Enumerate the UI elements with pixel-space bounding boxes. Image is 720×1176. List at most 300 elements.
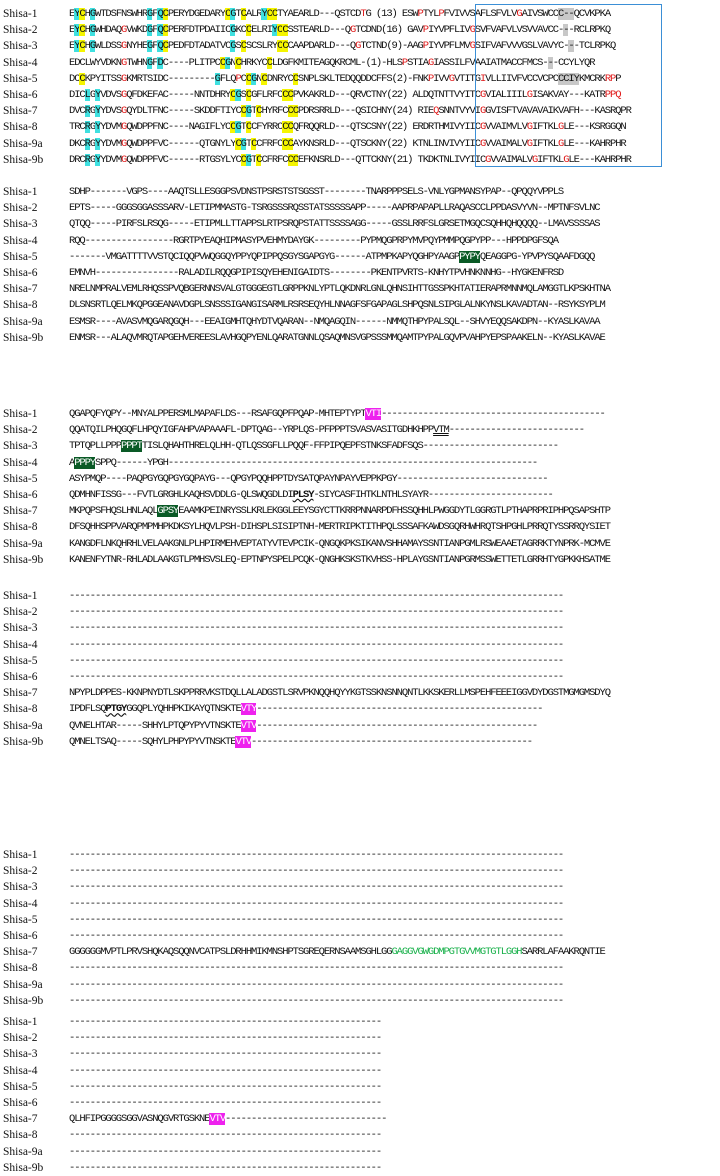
residues: ASYPMQP----PAQPGYGQPGYGQPAYG---QPGYPQQHPPTDYSATQPAYNPAYVEPPKPGY----------------------------- — [69, 472, 548, 485]
highlighted-residues: C — [261, 72, 267, 85]
residues: ------------------------------------------------------------ — [69, 1032, 382, 1045]
sequence-label: Shisa-9b — [3, 331, 44, 344]
sequence-label: Shisa-2 — [3, 1032, 38, 1045]
residues: SDHP-------VGPS----AAQTSLLESGGPSVDNSTPSRSTSTSGSST--------TNARPPPSELS-VNLYGPMANSYPAP--QPQQYVPPLS — [69, 186, 564, 198]
highlighted-residues: D — [157, 56, 163, 69]
sequence-residues — [69, 879, 563, 895]
sequence-label: Shisa-6 — [3, 267, 38, 279]
sequence-residues — [69, 620, 563, 636]
residues: ----------------------------------------------------------------------------------------------- — [69, 606, 564, 619]
residues: PEDFDTADATVC — [167, 40, 231, 53]
residues: QTQQ-----PIRFSLRSQG-----ETIPMLLTTAPPSLRTPSRQPSTATTSSSSAGG-----GSSLRRFSLGRSETMGQCSQHHQHQQQQ--LMAVSSSSAS — [69, 218, 600, 231]
residues: YDVM — [100, 121, 122, 134]
residues: -RCLRPKQ — [568, 24, 611, 37]
residues: G (13) ESW — [365, 8, 418, 20]
residues: QGAPQFYQPY--MNYALPPERSMLMAPAFLDS---RSAFGQPFPQAP-MHTEPTYPT — [69, 408, 366, 420]
residues: YDVM — [100, 153, 122, 166]
residues: R — [256, 8, 262, 20]
sequence-residues — [69, 200, 600, 216]
residues: F — [152, 40, 158, 53]
highlighted-residues: G — [485, 153, 491, 166]
highlighted-residues: C — [240, 105, 246, 118]
residues: -SIYCASFIHTKLNTHLSYAYR------------------------ — [313, 489, 553, 501]
residues: SARRLAFAAKRQNTIE — [521, 946, 605, 959]
sequence-label: Shisa-3 — [3, 622, 38, 635]
residues: GGQPLYQHHPKIKAYQTNSKTE — [126, 703, 241, 716]
highlighted-residues: C — [287, 153, 293, 166]
sequence-residues — [69, 718, 537, 734]
sequence-label: Shisa-1 — [3, 408, 38, 420]
highlighted-residues: C — [235, 56, 241, 69]
sequence-label: Shisa-5 — [3, 913, 38, 926]
sequence-label: Shisa-6 — [3, 489, 38, 501]
residues: ELRI — [251, 24, 272, 37]
residues: KPYITSS — [84, 72, 122, 85]
highlighted-residues: P — [401, 56, 408, 69]
residues: QDMHNFISSG---FVTLGRGHLKAQHSVDDLG-QLSWQGDLDI — [69, 489, 293, 501]
residues: ------------------------------------------------------------ — [69, 1064, 382, 1077]
highlighted-residues: C — [245, 121, 252, 134]
highlighted-residues: C — [287, 105, 293, 118]
residues: QWDPPFNC----NAGIFLYC — [126, 121, 231, 134]
sequence-residues — [69, 847, 563, 863]
highlighted-residues: VTV — [209, 1113, 226, 1126]
residues: IYVPFLIV — [427, 24, 470, 37]
highlighted-residues: Y — [95, 153, 101, 166]
residues: E — [69, 8, 75, 20]
transmembrane-region-box — [475, 4, 662, 167]
residues: FVIVVSAFLSFVLV — [443, 8, 517, 20]
highlighted-residues: PPPY — [74, 456, 96, 469]
highlighted-residues: C — [282, 40, 288, 53]
sequence-label: Shisa-6 — [3, 1097, 38, 1109]
residues: CAAPDARLD---Q — [287, 40, 356, 53]
residues: ------------------------------------------------------------ — [69, 1129, 382, 1142]
residues: EMNVH----------------RALADILRQQGPIPISQYEHENIGAIDTS--------PKENTPVRTS-KNHYTPVHNKNNHG--HYGKENFRSD — [69, 267, 564, 279]
sequence-residues — [69, 637, 563, 653]
residues: H — [84, 40, 90, 53]
sequence-residues — [69, 314, 600, 330]
highlighted-residues: L — [84, 89, 90, 101]
residues: QWDPPFVC------RTGSYLYC — [126, 153, 241, 166]
residues: VDVS — [100, 89, 122, 101]
highlighted-residues: G — [516, 8, 522, 20]
highlighted-residues: G — [526, 137, 532, 150]
sequence-residues — [69, 406, 605, 422]
highlighted-residues: Y — [95, 105, 101, 118]
highlighted-residues: P — [235, 72, 241, 85]
residues: DLSNSRTLQELMKQPGGEANAVDGPLSNSSSIGANGISARMLRSRSEQYHLNNAGFSFGAPAGLSHPQSNLSIPGLALNKYNSLKAVADTAN--RSYKSYPLM — [69, 299, 605, 312]
highlighted-residues: G — [230, 8, 236, 20]
residues: ----------------------------------------------------------------------------------------------- — [69, 638, 564, 651]
residues: F — [152, 56, 158, 69]
highlighted-residues: G — [479, 89, 486, 101]
residues: TCTND(9)-AAG — [360, 40, 423, 53]
sequence-residues — [69, 1111, 386, 1127]
residues: GGGGGGMVPTLPRVSHQKAQSQQNVCATPSLDRHHMIKMNSHPTSGREQERNSAAMSGHLGG — [69, 946, 392, 959]
highlighted-residues: G — [121, 153, 127, 166]
sequence-label: Shisa-4 — [3, 456, 38, 469]
highlighted-residues: C — [245, 24, 252, 37]
sequence-label: Shisa-2 — [3, 424, 38, 437]
residues: G — [89, 105, 96, 118]
sequence-label: Shisa-1 — [3, 590, 38, 602]
highlighted-residues: G — [230, 40, 236, 53]
highlighted-residues: Y — [261, 8, 267, 20]
highlighted-residues: I — [479, 72, 486, 85]
sequence-label: Shisa-4 — [3, 56, 38, 69]
residues: IFTKL — [531, 121, 558, 134]
residues: N — [256, 72, 262, 85]
highlighted-residues: GPSY — [157, 505, 179, 518]
highlighted-residues: C — [256, 153, 262, 166]
residues: IYVPFLMV — [427, 40, 470, 53]
sequence-label: Shisa-4 — [3, 234, 38, 247]
sequence-residues — [69, 588, 563, 604]
residues: TWHN — [126, 56, 148, 69]
residues: YDVM — [100, 137, 122, 150]
residues: QMNELTSAQ-----SQHYLPHPYPYVTNSKTE — [69, 735, 236, 748]
residues: N — [230, 56, 236, 69]
residues: KMCRK — [578, 72, 605, 85]
highlighted-residues: G — [479, 105, 486, 118]
highlighted-residues: C — [240, 153, 246, 166]
sequence-label: Shisa-8 — [3, 703, 38, 716]
highlighted-residues: C — [256, 105, 262, 118]
residues: T — [251, 153, 257, 166]
residues: NYHE — [126, 40, 148, 53]
residues: -CCYLYQR — [552, 56, 595, 69]
residues: GFLRFC — [251, 89, 283, 101]
sequence-residues — [69, 1079, 381, 1095]
residues: YDVS — [100, 105, 122, 118]
sequence-label: Shisa-7 — [3, 687, 38, 700]
highlighted-residues: C — [287, 89, 293, 101]
sequence-label: Shisa-5 — [3, 250, 38, 263]
residues: KANGDFLNKQHRHLVELAAKGNLPLHPIRMEHVEPTATYVTEVPCIK-QNGQKPKSIKANVSHHAMAYSSNTIANPGMLRSWEAAETAGRRKTYNPRK-MCMVE — [69, 537, 610, 550]
sequence-label: Shisa-1 — [3, 1016, 38, 1028]
residues: TCDND(16) GAV — [355, 24, 423, 37]
residues: SNPLSKLTEDQQDDCFFS(2)-FNK — [297, 72, 428, 85]
highlighted-residues: C — [277, 40, 283, 53]
sequence-label: Shisa-3 — [3, 881, 38, 894]
sequence-residues — [69, 701, 542, 717]
sequence-label: Shisa-3 — [3, 40, 38, 53]
highlighted-residues: P — [417, 8, 423, 20]
residues: DVC — [69, 105, 85, 118]
highlighted-residues: G — [89, 8, 96, 20]
highlighted-residues: P — [422, 40, 428, 53]
highlighted-residues: RP — [604, 72, 616, 85]
highlighted-residues: P — [422, 24, 428, 37]
residues: QWDPPFVC------QTGNYLY — [126, 137, 236, 150]
highlighted-residues: Y — [74, 40, 80, 53]
highlighted-residues: C — [162, 24, 168, 37]
highlighted-residues: Y — [95, 121, 101, 134]
residues: TPTQPLLPPP — [69, 440, 122, 453]
highlighted-residues: R — [84, 121, 90, 134]
residues: T — [245, 137, 252, 150]
sequence-label: Shisa-6 — [3, 671, 38, 683]
sequence-label: Shisa-7 — [3, 283, 38, 296]
sequence-residues — [69, 960, 563, 976]
residues: ----------------------------------------------------------------------------------------------- — [69, 930, 564, 942]
highlighted-residues: VTV — [235, 735, 252, 748]
highlighted-residues: Y — [95, 89, 101, 101]
highlighted-residues: G — [230, 24, 236, 37]
sequence-label: Shisa-9a — [3, 537, 43, 550]
residues: CFRFC — [256, 137, 283, 150]
residues: HYRFC — [261, 105, 288, 118]
residues: VLLIIVFVCCVCPC — [485, 72, 558, 85]
sequence-residues — [69, 536, 610, 552]
highlighted-residues: C — [79, 72, 85, 85]
highlighted-residues: C — [277, 24, 283, 37]
highlighted-residues: C — [282, 89, 288, 101]
highlighted-residues: PYPY — [459, 250, 480, 263]
residues: SPPQ------YPGH----------------------------------------------------------------------- — [95, 456, 538, 469]
residues: SSTEARLD---Q — [287, 24, 350, 37]
residues: G — [89, 153, 96, 166]
highlighted-residues: C — [79, 40, 85, 53]
residues: VVAIMALV — [485, 137, 527, 150]
residues: -------------------------- — [448, 424, 584, 437]
highlighted-residues: VTV — [240, 719, 257, 732]
residues: QYDLTFNC-----SKDDFTIYC — [126, 105, 241, 118]
residues: G — [89, 137, 96, 150]
residues: EDCLWYVDKN — [69, 56, 122, 69]
residues: STIA — [407, 56, 428, 69]
highlighted-residues: G — [427, 56, 434, 69]
sequence-label: Shisa-8 — [3, 521, 38, 534]
residues: PVKAKRLD---QRVCTNY(22) ALDQTNTTVYITC — [292, 89, 480, 101]
highlighted-residues: C — [282, 24, 288, 37]
sequence-label: Shisa-7 — [3, 1113, 38, 1126]
sequence-residues — [69, 216, 600, 232]
sequence-label: Shisa-9a — [3, 978, 43, 991]
residues: KMRTSIDC--------- — [126, 72, 215, 85]
sequence-label: Shisa-9a — [3, 1145, 43, 1158]
residues: VIALIIIL — [485, 89, 527, 101]
sequence-label: Shisa-8 — [3, 1129, 38, 1142]
residues: ------------------------------------------------------------ — [69, 1048, 382, 1061]
residues: -TCLRPKQ — [573, 40, 616, 53]
residues: H — [84, 24, 90, 37]
residues: EFKNSRLD---QTTCKNY(21) TKDKTNLIVYIIC — [297, 153, 486, 166]
sequence-residues — [69, 734, 532, 750]
highlighted-residues: C — [282, 121, 288, 134]
residues: QVNELHTAR-----SHHYLPTQPYPYVTNSKTE — [69, 719, 241, 732]
residues: ----------------------------------------------------------------------------------------------- — [69, 671, 564, 683]
residues: VWKD — [126, 24, 148, 37]
highlighted-residues: G — [121, 56, 127, 69]
residues: ------------------------------------------------------- — [256, 703, 543, 716]
sequence-label: Shisa-9a — [3, 719, 43, 732]
sequence-residues — [69, 1095, 381, 1111]
residues: LDGFKMITEAGQKRCML-(1)-HLS — [271, 56, 402, 69]
residues: MKPQPSFHQSLHNLAQL — [69, 505, 158, 518]
highlighted-residues: Q — [433, 105, 439, 118]
residues: WTDSFNSWHR — [95, 8, 148, 20]
sequence-residues — [69, 993, 563, 1009]
highlighted-residues: G — [121, 89, 127, 101]
residues: ----------------------------------------------------------------------------------------------- — [69, 590, 564, 602]
highlighted-residues: G — [251, 72, 257, 85]
residues: ----------------------------------------------------------------------------------------------- — [69, 865, 564, 878]
highlighted-residues: C — [287, 137, 293, 150]
residues: DRC — [69, 153, 85, 166]
residues: C — [240, 72, 246, 85]
highlighted-residues: PPPT — [121, 440, 142, 453]
sequence-residues — [69, 944, 605, 960]
residues: G — [89, 121, 96, 134]
residues: EAAMKPEINRYSSLKRLEKGGLEEYSGYCTTKRRPNNARPDFHSSQHHLPWGGDYTLGGRGTLPTHAPRPRIPHPQSAPSHTP — [178, 505, 610, 518]
residues: NPYPLDPPES-KKNPNYDTLSKPPRRVKSTDQLLALADGSTLSRVPKNQQHQYYKGTSSKNSNNQNTLKKSKERLLMSPEHFEEEIGGVDYDGSTMGMGMSDYQ — [69, 687, 610, 700]
highlighted-residues: P — [427, 72, 434, 85]
highlighted-residues: C — [245, 72, 252, 85]
sequence-label: Shisa-9b — [3, 735, 44, 748]
residues: PDRSRRLD---QSICHNY(24) RIE — [297, 105, 434, 118]
residues: QQATQILPHQGQFLHPQYIGFAHPVAPAAAFL-DPTQAG--YRPLQS-PFPPPTSVASVASITGDHKHPP — [69, 424, 434, 437]
highlighted-residues: C — [287, 121, 293, 134]
highlighted-residues: CCIY — [558, 72, 579, 85]
highlighted-residues: - — [568, 40, 574, 53]
residues: H — [84, 8, 90, 20]
residues: ----------------------------------------------------------------------------------------------- — [69, 913, 564, 926]
residues: PERYDGEDARY — [167, 8, 226, 20]
residues: TYAEARLD---QSTCD — [277, 8, 361, 20]
highlighted-residues: C — [225, 8, 231, 20]
residues: ------------------------------------------------------ — [256, 719, 538, 732]
residues: IFTKL — [537, 153, 564, 166]
sequence-residues — [69, 1144, 381, 1160]
residues: T — [235, 8, 241, 20]
residues: TYL — [422, 8, 439, 20]
residues: L — [251, 8, 257, 20]
highlighted-residues: C — [235, 137, 241, 150]
highlighted-residues: G — [89, 24, 96, 37]
residues: S — [235, 40, 241, 53]
highlighted-residues: G — [557, 137, 564, 150]
sequence-label: Shisa-6 — [3, 89, 38, 101]
highlighted-residues: C — [79, 8, 85, 20]
residues: C----PLITPC — [162, 56, 220, 69]
sequence-label: Shisa-9b — [3, 1161, 44, 1174]
highlighted-residues: VTI — [365, 408, 382, 420]
residues: WHDAQ — [95, 24, 122, 37]
sequence-residues — [69, 455, 537, 471]
highlighted-residues: G — [245, 105, 252, 118]
sequence-residues — [69, 438, 558, 454]
sequence-label: Shisa-2 — [3, 202, 38, 215]
residues: QFRQQRLD---QTSCSNY(22) ERDRTHMIVYIIC — [292, 121, 480, 134]
highlighted-residues: G — [526, 89, 532, 101]
highlighted-residues: C — [266, 8, 272, 20]
sequence-residues — [69, 896, 563, 912]
residues: TRC — [69, 121, 85, 134]
highlighted-residues: G — [563, 153, 569, 166]
residues: KANENFYTNR-RHLADLAAKGTLPMHSVSLEQ-EPTNPYSPELPCQK-QNGHKSKSTKVHSS-HPLAYGSNTIANPGRMSSWETTETLGRRHTYGPKKHSATME — [69, 553, 610, 566]
highlighted-residues: G — [469, 40, 475, 53]
highlighted-residues: Q — [157, 8, 163, 20]
residues: E — [69, 40, 75, 53]
residues: ----------------------------------------------------------------------------------------------- — [69, 962, 564, 975]
residues: ------------------------------------------- — [381, 408, 605, 420]
highlighted-residues: P — [438, 8, 444, 20]
highlighted-residues: R — [84, 137, 90, 150]
highlighted-residues: G — [147, 24, 153, 37]
sequence-residues — [69, 1063, 381, 1079]
residues: AYKNSRLD---QTSCKNY(22) KTNLINVIVYIIC — [292, 137, 480, 150]
highlighted-residues: - — [563, 24, 569, 37]
residues: DNRYC — [266, 72, 293, 85]
highlighted-residues: G — [121, 72, 127, 85]
residues: T — [251, 105, 257, 118]
highlighted-residues: Y — [271, 24, 278, 37]
highlighted-residues: C — [79, 24, 85, 37]
residues: QEAGGPG-YPVPYSQAAFDGQQ — [479, 250, 595, 263]
sequence-label: Shisa-8 — [3, 299, 38, 312]
residues: DIC — [69, 89, 85, 101]
highlighted-residues: G — [121, 40, 127, 53]
highlighted-residues: C — [162, 40, 168, 53]
residues: ENMSR---ALAQVMRQTAPGEHVEREESLAVHGQPYENLQARATGNNLQSAQMNSVGPSSSMMQAMTPYPALGQVPVAHPYEPSPAAKELN--KYASLKAVAE — [69, 331, 605, 344]
residues: LE---KAHRPHR — [563, 137, 626, 150]
sequence-residues — [69, 863, 563, 879]
residues: ----------------------------------------------------------------------------------------------- — [69, 994, 564, 1007]
sequence-label: Shisa-7 — [3, 505, 38, 518]
highlighted-residues: G — [531, 153, 538, 166]
highlighted-residues: GAGGVGWGDMPGTGVVMGTGTLGGH — [391, 946, 522, 959]
highlighted-residues: C — [245, 89, 252, 101]
highlighted-residues: G — [448, 72, 454, 85]
residues: KC — [235, 24, 246, 37]
residues: ------------------------------------------------------------ — [69, 1080, 382, 1093]
residues: ----------------------------------------------------------------------------------------------- — [69, 881, 564, 894]
sequence-label: Shisa-4 — [3, 897, 38, 910]
residues: S — [240, 89, 246, 101]
sequence-label: Shisa-5 — [3, 1080, 38, 1093]
residues: TISLQHAHTHRELQLHH-QTLQSSGFLLPQQF-FFPIPQEPFSTNKSFADFSQS-------------------------- — [141, 440, 558, 453]
residues: T — [240, 121, 246, 134]
highlighted-residues: Y — [74, 8, 80, 20]
sequence-label: Shisa-9a — [3, 315, 43, 328]
sequence-residues — [69, 1160, 381, 1176]
residues: ------------------------------------------------------------ — [69, 1161, 382, 1174]
sequence-residues — [69, 1014, 381, 1030]
residues: F — [152, 24, 158, 37]
residues: HRKYC — [240, 56, 267, 69]
highlighted-residues: G — [121, 121, 127, 134]
highlighted-residues: G — [479, 121, 486, 134]
highlighted-residues: C — [292, 153, 298, 166]
residues: DC — [69, 72, 80, 85]
highlighted-residues: G — [479, 137, 486, 150]
sequence-label: Shisa-5 — [3, 72, 38, 85]
highlighted-residues: C-- — [558, 8, 574, 20]
residues: GVISFTVAVAVAIKVAFH---KASRQPR — [485, 105, 631, 118]
highlighted-residues: Y — [74, 24, 80, 37]
residues: CFYRRC — [251, 121, 283, 134]
residues: ----------------------------------------------------------------------------------------------- — [69, 654, 564, 667]
residues: A — [245, 8, 252, 20]
highlighted-residues: C — [230, 89, 236, 101]
highlighted-residues: PLSY — [292, 489, 314, 501]
sequence-residues — [69, 503, 610, 519]
residues: ------------------------------- — [225, 1113, 387, 1126]
sequence-label: Shisa-4 — [3, 1064, 38, 1077]
highlighted-residues: G — [245, 153, 252, 166]
